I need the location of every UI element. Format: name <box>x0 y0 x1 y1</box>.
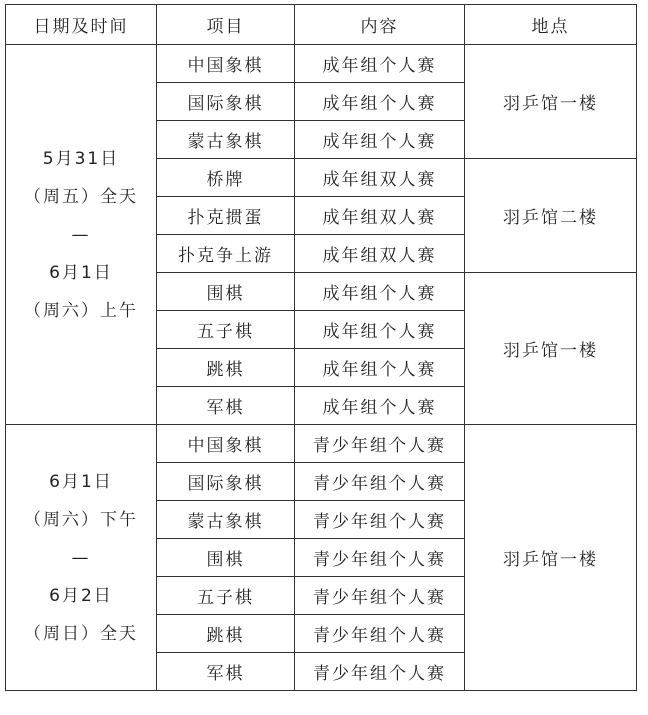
content-cell: 成年组个人赛 <box>295 273 465 311</box>
header-row <box>6 5 637 45</box>
table-header <box>6 5 637 45</box>
content-cell: 成年组个人赛 <box>295 45 465 83</box>
content-cell: 成年组个人赛 <box>295 349 465 387</box>
item-cell: 五子棋 <box>157 311 295 349</box>
location-cell: 羽乒馆一楼 <box>465 45 637 159</box>
item-cell: 跳棋 <box>157 349 295 387</box>
location-cell: 羽乒馆一楼 <box>465 425 637 691</box>
date-line: （周六）下午 <box>24 509 138 530</box>
item-cell: 跳棋 <box>157 615 295 653</box>
content-cell: 青少年组个人赛 <box>295 653 465 691</box>
content-cell: 成年组个人赛 <box>295 311 465 349</box>
item-cell: 五子棋 <box>157 577 295 615</box>
date-line: （周六）上午 <box>24 300 138 321</box>
item-cell: 国际象棋 <box>157 83 295 121</box>
content-cell: 青少年组个人赛 <box>295 539 465 577</box>
item-cell: 扑克掼蛋 <box>157 197 295 235</box>
content-cell: 成年组双人赛 <box>295 159 465 197</box>
location-cell: 羽乒馆二楼 <box>465 159 637 273</box>
header-date-time: 日期及时间 <box>6 5 157 45</box>
item-cell: 桥牌 <box>157 159 295 197</box>
item-cell: 蒙古象棋 <box>157 501 295 539</box>
content-cell: 成年组双人赛 <box>295 197 465 235</box>
date-line: （周五）全天 <box>24 186 138 207</box>
date-line: — <box>71 224 91 245</box>
content-cell: 成年组个人赛 <box>295 83 465 121</box>
item-cell: 围棋 <box>157 273 295 311</box>
content-cell: 青少年组个人赛 <box>295 425 465 463</box>
item-cell: 蒙古象棋 <box>157 121 295 159</box>
item-cell: 扑克争上游 <box>157 235 295 273</box>
content-cell: 青少年组个人赛 <box>295 501 465 539</box>
date-line: — <box>71 547 91 568</box>
date-time-cell <box>6 45 157 425</box>
content-cell: 青少年组个人赛 <box>295 615 465 653</box>
schedule-table <box>5 4 637 691</box>
date-line: 6月1日 <box>49 262 113 283</box>
item-cell: 中国象棋 <box>157 45 295 83</box>
table-body <box>6 45 637 691</box>
date-line: （周日）全天 <box>24 623 138 644</box>
header-item: 项目 <box>157 5 295 45</box>
content-cell: 成年组双人赛 <box>295 235 465 273</box>
item-cell: 军棋 <box>157 387 295 425</box>
location-cell: 羽乒馆一楼 <box>465 273 637 425</box>
date-line: 5月31日 <box>42 148 120 169</box>
date-time-cell <box>6 425 157 691</box>
item-cell: 中国象棋 <box>157 425 295 463</box>
content-cell: 青少年组个人赛 <box>295 463 465 501</box>
content-cell: 成年组个人赛 <box>295 121 465 159</box>
content-cell: 成年组个人赛 <box>295 387 465 425</box>
item-cell: 国际象棋 <box>157 463 295 501</box>
date-line: 6月1日 <box>49 471 113 492</box>
table-row <box>6 425 637 463</box>
table-row <box>6 45 637 83</box>
item-cell: 围棋 <box>157 539 295 577</box>
content-cell: 青少年组个人赛 <box>295 577 465 615</box>
date-line: 6月2日 <box>49 585 113 606</box>
item-cell: 军棋 <box>157 653 295 691</box>
header-content: 内容 <box>295 5 465 45</box>
header-location: 地点 <box>465 5 637 45</box>
